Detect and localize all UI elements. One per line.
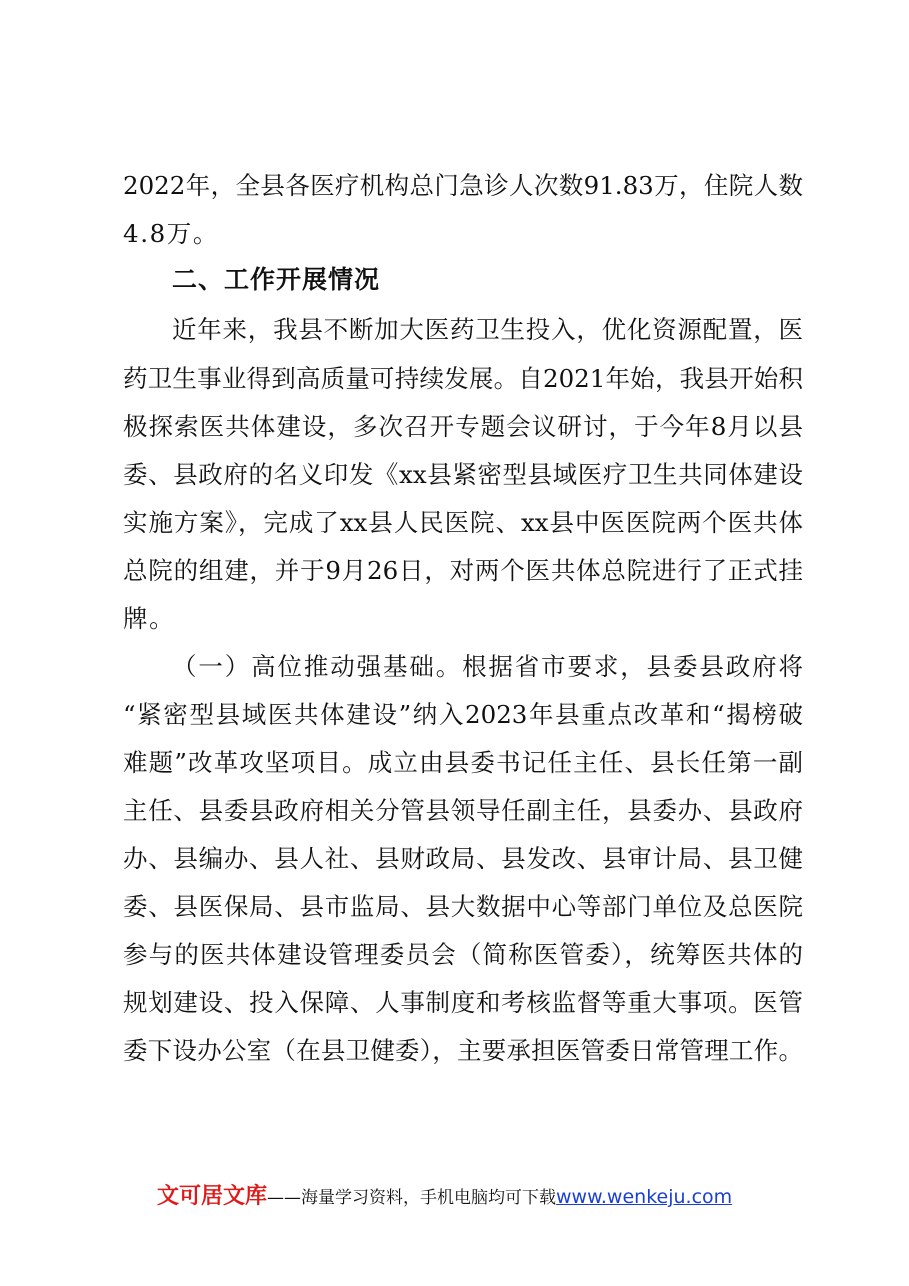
paragraph-line: （一）高位推动强基础。根据省市要求，县委县政府将 <box>172 652 803 681</box>
paragraph-line: 规划建设、投入保障、人事制度和考核监督等重大事项。医管 <box>123 988 803 1017</box>
paragraph-line: 2022年，全县各医疗机构总门急诊人次数91.83万，住院人数 <box>123 171 803 200</box>
paragraph-line: 实施方案》，完成了xx县人民医院、xx县中医医院两个医共体 <box>123 508 803 537</box>
paragraph-line: 委下设办公室（在县卫健委），主要承担医管委日常管理工作。 <box>123 1036 803 1065</box>
footer-link[interactable]: www.wenkeju.com <box>556 1186 733 1208</box>
paragraph-line: 总院的组建，并于9月26日，对两个医共体总院进行了正式挂 <box>123 556 803 585</box>
paragraph-line: 牌。 <box>123 604 176 633</box>
paragraph-line: 极探索医共体建设，多次召开专题会议研讨，于今年8月以县 <box>123 412 803 441</box>
paragraph-line: 委、县政府的名义印发《xx县紧密型县域医疗卫生共同体建设 <box>123 460 803 489</box>
footer-brand: 文可居文库 <box>157 1184 268 1209</box>
paragraph-line: 近年来，我县不断加大医药卫生投入，优化资源配置，医 <box>172 315 803 344</box>
paragraph-line: 办、县编办、县人社、县财政局、县发改、县审计局、县卫健 <box>123 844 803 873</box>
paragraph-line: 委、县医保局、县市监局、县大数据中心等部门单位及总医院 <box>123 892 803 921</box>
section-heading: 二、工作开展情况 <box>172 265 381 294</box>
footer-tagline: ——海量学习资料，手机电脑均可下载 <box>267 1188 557 1208</box>
paragraph-line: 药卫生事业得到高质量可持续发展。自2021年始，我县开始积 <box>123 364 803 393</box>
paragraph-line: 难题”改革攻坚项目。成立由县委书记任主任、县长任第一副 <box>123 748 803 777</box>
paragraph-line: “紧密型县域医共体建设”纳入2023年县重点改革和“揭榜破 <box>123 700 803 729</box>
paragraph-line: 主任、县委县政府相关分管县领导任副主任，县委办、县政府 <box>123 796 803 825</box>
paragraph-line: 4.8万。 <box>123 219 219 248</box>
footer-banner <box>157 1180 732 1214</box>
paragraph-line: 参与的医共体建设管理委员会（简称医管委），统筹医共体的 <box>123 940 803 969</box>
